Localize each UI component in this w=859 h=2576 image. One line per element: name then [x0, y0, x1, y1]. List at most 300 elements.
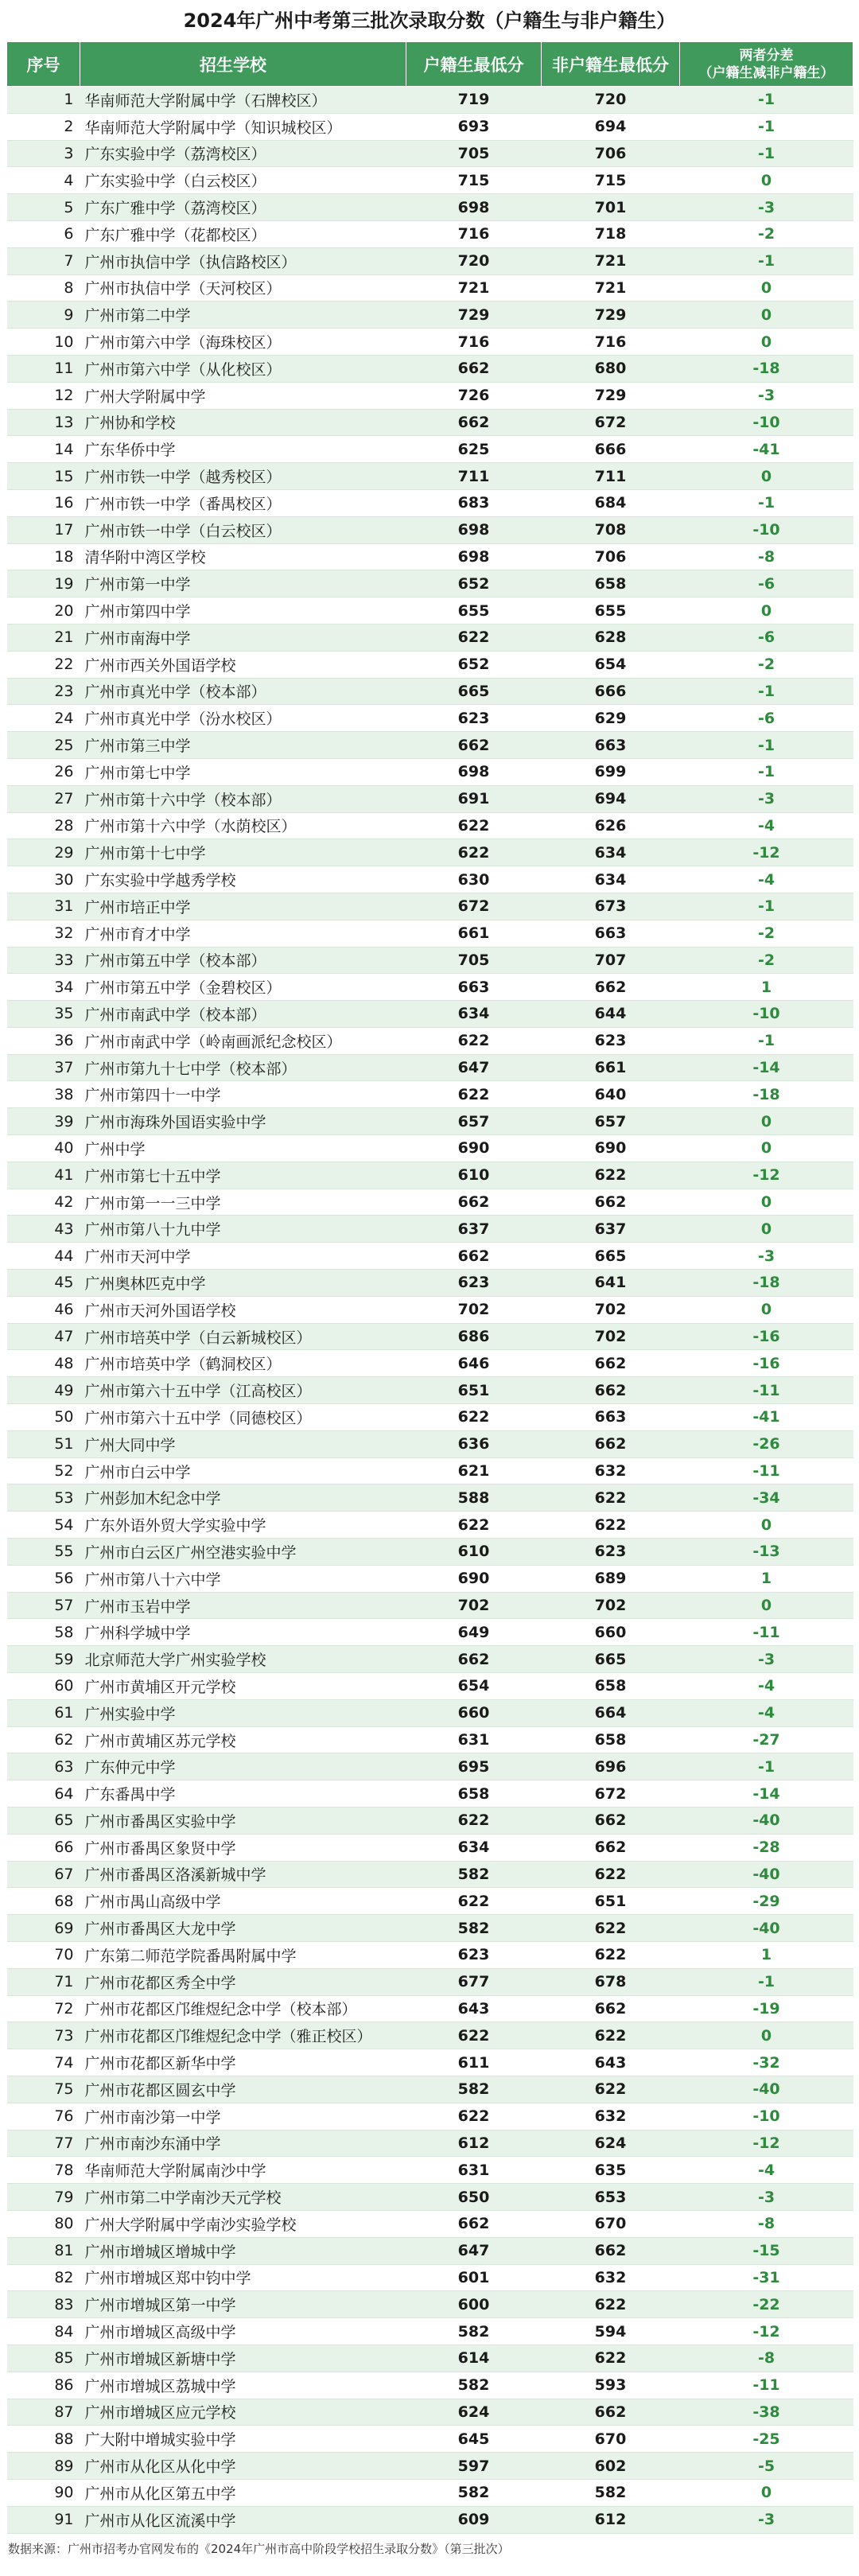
score-table [6, 41, 853, 2534]
table-row [7, 2344, 853, 2372]
row-school-name: 广州市培英中学（鹤洞校区） [80, 1350, 406, 1377]
row-school-name: 广州市南沙东涌中学 [80, 2130, 406, 2157]
row-school-name: 广州市番禺区实验中学 [80, 1807, 406, 1835]
row-nonlocal-min: 637 [542, 1216, 680, 1243]
row-score-diff: -11 [680, 1619, 853, 1646]
row-nonlocal-min: 729 [542, 382, 680, 409]
row-school-name: 广州奥林匹克中学 [80, 1270, 406, 1297]
row-local-min: 698 [406, 543, 542, 570]
row-score-diff: -1 [680, 1027, 853, 1054]
table-row [7, 1699, 853, 1726]
row-nonlocal-min: 632 [542, 2103, 680, 2130]
row-score-diff: -25 [680, 2426, 853, 2453]
row-index: 51 [7, 1430, 80, 1457]
row-index: 11 [7, 355, 80, 382]
row-local-min: 601 [406, 2264, 542, 2291]
row-school-name: 广州市第四中学 [80, 597, 406, 625]
row-nonlocal-min: 622 [542, 2291, 680, 2318]
row-local-min: 625 [406, 436, 542, 463]
row-score-diff: -5 [680, 2453, 853, 2480]
row-local-min: 631 [406, 2157, 542, 2184]
row-school-name: 广州市花都区新华中学 [80, 2049, 406, 2076]
row-score-diff: -1 [680, 732, 853, 759]
row-score-diff: -1 [680, 247, 853, 274]
row-nonlocal-min: 622 [542, 1512, 680, 1539]
table-row [7, 1565, 853, 1592]
table-row [7, 2184, 853, 2211]
row-score-diff: 0 [680, 302, 853, 329]
row-local-min: 622 [406, 1027, 542, 1054]
table-row [7, 382, 853, 409]
row-school-name: 广州市南武中学（岭南画派纪念校区） [80, 1027, 406, 1054]
row-score-diff: -40 [680, 2076, 853, 2103]
row-nonlocal-min: 658 [542, 570, 680, 597]
table-row [7, 1108, 853, 1135]
table-row [7, 2237, 853, 2264]
row-nonlocal-min: 662 [542, 1377, 680, 1404]
table-row [7, 140, 853, 167]
row-local-min: 582 [406, 1915, 542, 1942]
row-school-name: 广州市真光中学（汾水校区） [80, 705, 406, 732]
table-row [7, 2264, 853, 2291]
row-local-min: 623 [406, 705, 542, 732]
table-row [7, 570, 853, 597]
row-score-diff: -6 [680, 705, 853, 732]
row-index: 20 [7, 597, 80, 625]
table-row [7, 1377, 853, 1404]
table-row [7, 1457, 853, 1485]
table-row [7, 812, 853, 839]
row-local-min: 716 [406, 329, 542, 356]
row-index: 74 [7, 2049, 80, 2076]
row-score-diff: -10 [680, 409, 853, 436]
row-local-min: 622 [406, 1512, 542, 1539]
row-score-diff: -1 [680, 678, 853, 705]
row-nonlocal-min: 623 [542, 1539, 680, 1566]
row-nonlocal-min: 729 [542, 302, 680, 329]
row-local-min: 597 [406, 2453, 542, 2480]
row-nonlocal-min: 622 [542, 2022, 680, 2049]
table-row [7, 1834, 853, 1861]
row-nonlocal-min: 702 [542, 1296, 680, 1323]
row-local-min: 720 [406, 247, 542, 274]
row-nonlocal-min: 622 [542, 1162, 680, 1189]
row-local-min: 693 [406, 113, 542, 140]
table-row [7, 866, 853, 893]
table-row [7, 1054, 853, 1081]
row-index: 38 [7, 1081, 80, 1108]
row-local-min: 660 [406, 1699, 542, 1726]
row-index: 5 [7, 194, 80, 221]
table-row [7, 1323, 853, 1350]
row-score-diff: -22 [680, 2291, 853, 2318]
row-local-min: 661 [406, 920, 542, 947]
row-nonlocal-min: 623 [542, 1027, 680, 1054]
row-school-name: 广州市黄埔区苏元学校 [80, 1726, 406, 1753]
row-school-name: 广州实验中学 [80, 1699, 406, 1726]
row-index: 80 [7, 2210, 80, 2237]
row-score-diff: -28 [680, 1834, 853, 1861]
row-index: 83 [7, 2291, 80, 2318]
row-local-min: 610 [406, 1539, 542, 1566]
row-nonlocal-min: 662 [542, 1430, 680, 1457]
row-score-diff: -6 [680, 624, 853, 651]
row-local-min: 698 [406, 194, 542, 221]
row-score-diff: -8 [680, 543, 853, 570]
row-score-diff: -8 [680, 2210, 853, 2237]
table-row [7, 1350, 853, 1377]
row-nonlocal-min: 622 [542, 1485, 680, 1512]
table-row [7, 2399, 853, 2426]
row-nonlocal-min: 612 [542, 2506, 680, 2533]
table-row [7, 2479, 853, 2506]
table-row [7, 1404, 853, 1431]
row-score-diff: -2 [680, 920, 853, 947]
header-school: 招生学校 [80, 42, 406, 87]
row-index: 71 [7, 1968, 80, 1995]
row-school-name: 广州市第七十五中学 [80, 1162, 406, 1189]
row-school-name: 广州市花都区秀全中学 [80, 1968, 406, 1995]
row-nonlocal-min: 672 [542, 1780, 680, 1807]
row-nonlocal-min: 622 [542, 1915, 680, 1942]
row-index: 25 [7, 732, 80, 759]
row-school-name: 广州市花都区邝维煜纪念中学（校本部） [80, 1995, 406, 2022]
row-score-diff: 0 [680, 2022, 853, 2049]
table-row [7, 1807, 853, 1835]
row-score-diff: -15 [680, 2237, 853, 2264]
row-nonlocal-min: 641 [542, 1270, 680, 1297]
row-nonlocal-min: 662 [542, 1350, 680, 1377]
row-school-name: 华南师范大学附属中学（石牌校区） [80, 87, 406, 114]
row-local-min: 698 [406, 758, 542, 785]
row-local-min: 691 [406, 785, 542, 812]
row-local-min: 611 [406, 2049, 542, 2076]
row-nonlocal-min: 663 [542, 920, 680, 947]
row-index: 46 [7, 1296, 80, 1323]
table-row [7, 516, 853, 543]
row-index: 7 [7, 247, 80, 274]
table-row [7, 678, 853, 705]
row-nonlocal-min: 708 [542, 516, 680, 543]
row-index: 34 [7, 974, 80, 1001]
row-local-min: 662 [406, 1243, 542, 1270]
row-nonlocal-min: 702 [542, 1323, 680, 1350]
row-nonlocal-min: 707 [542, 947, 680, 974]
row-score-diff: -1 [680, 489, 853, 516]
table-row [7, 839, 853, 866]
row-local-min: 582 [406, 1861, 542, 1888]
table-row [7, 785, 853, 812]
row-school-name: 广州大学附属中学南沙实验学校 [80, 2210, 406, 2237]
row-local-min: 630 [406, 866, 542, 893]
row-index: 36 [7, 1027, 80, 1054]
row-local-min: 622 [406, 624, 542, 651]
row-nonlocal-min: 622 [542, 1941, 680, 1968]
row-index: 62 [7, 1726, 80, 1753]
row-school-name: 清华附中湾区学校 [80, 543, 406, 570]
row-nonlocal-min: 666 [542, 678, 680, 705]
row-school-name: 广州市南沙第一中学 [80, 2103, 406, 2130]
table-row [7, 302, 853, 329]
row-local-min: 686 [406, 1323, 542, 1350]
row-index: 42 [7, 1189, 80, 1216]
row-index: 49 [7, 1377, 80, 1404]
row-index: 4 [7, 167, 80, 194]
row-nonlocal-min: 628 [542, 624, 680, 651]
header-diff-line2: （户籍生减非户籍生） [698, 64, 834, 81]
row-local-min: 636 [406, 1430, 542, 1457]
row-index: 52 [7, 1457, 80, 1485]
row-nonlocal-min: 718 [542, 220, 680, 247]
row-school-name: 广州市增城区郑中钧中学 [80, 2264, 406, 2291]
table-row [7, 247, 853, 274]
row-school-name: 广东实验中学（白云校区） [80, 167, 406, 194]
row-score-diff: -1 [680, 113, 853, 140]
table-row [7, 113, 853, 140]
row-nonlocal-min: 694 [542, 113, 680, 140]
row-school-name: 广州市第四十一中学 [80, 1081, 406, 1108]
row-school-name: 广东广雅中学（荔湾校区） [80, 194, 406, 221]
row-index: 29 [7, 839, 80, 866]
row-school-name: 广州市第六十五中学（同德校区） [80, 1404, 406, 1431]
row-index: 26 [7, 758, 80, 785]
row-index: 48 [7, 1350, 80, 1377]
row-school-name: 广大附中增城实验中学 [80, 2426, 406, 2453]
table-row [7, 732, 853, 759]
row-nonlocal-min: 658 [542, 1673, 680, 1700]
row-index: 66 [7, 1834, 80, 1861]
row-nonlocal-min: 640 [542, 1081, 680, 1108]
row-index: 32 [7, 920, 80, 947]
row-nonlocal-min: 662 [542, 1834, 680, 1861]
row-local-min: 702 [406, 1296, 542, 1323]
row-index: 58 [7, 1619, 80, 1646]
row-index: 77 [7, 2130, 80, 2157]
row-nonlocal-min: 670 [542, 2426, 680, 2453]
row-local-min: 609 [406, 2506, 542, 2533]
row-school-name: 广州市第三中学 [80, 732, 406, 759]
table-row [7, 1162, 853, 1189]
row-nonlocal-min: 634 [542, 866, 680, 893]
row-local-min: 582 [406, 2318, 542, 2345]
row-index: 86 [7, 2372, 80, 2399]
row-score-diff: -4 [680, 812, 853, 839]
table-row [7, 489, 853, 516]
row-local-min: 623 [406, 1270, 542, 1297]
row-index: 88 [7, 2426, 80, 2453]
row-index: 41 [7, 1162, 80, 1189]
row-school-name: 广州市执信中学（执信路校区） [80, 247, 406, 274]
table-row [7, 329, 853, 356]
row-school-name: 广州科学城中学 [80, 1619, 406, 1646]
row-score-diff: 0 [680, 1189, 853, 1216]
header-diff-line1: 两者分差 [739, 47, 794, 64]
row-score-diff: -14 [680, 1054, 853, 1081]
row-nonlocal-min: 622 [542, 2076, 680, 2103]
row-school-name: 广东实验中学越秀学校 [80, 866, 406, 893]
row-score-diff: 0 [680, 1512, 853, 1539]
row-school-name: 广东仲元中学 [80, 1753, 406, 1780]
row-score-diff: -41 [680, 1404, 853, 1431]
header-local-min: 户籍生最低分 [406, 42, 542, 87]
row-nonlocal-min: 622 [542, 1861, 680, 1888]
row-school-name: 广州市天河外国语学校 [80, 1296, 406, 1323]
row-score-diff: 0 [680, 1135, 853, 1162]
row-school-name: 广州市第一一三中学 [80, 1189, 406, 1216]
row-nonlocal-min: 721 [542, 274, 680, 302]
row-index: 10 [7, 329, 80, 356]
row-nonlocal-min: 673 [542, 893, 680, 920]
table-row [7, 409, 853, 436]
row-index: 33 [7, 947, 80, 974]
row-local-min: 665 [406, 678, 542, 705]
table-row [7, 1619, 853, 1646]
row-local-min: 726 [406, 382, 542, 409]
row-index: 69 [7, 1915, 80, 1942]
row-index: 70 [7, 1941, 80, 1968]
table-row [7, 2426, 853, 2453]
row-score-diff: -40 [680, 1807, 853, 1835]
row-index: 50 [7, 1404, 80, 1431]
row-nonlocal-min: 594 [542, 2318, 680, 2345]
row-nonlocal-min: 662 [542, 1995, 680, 2022]
row-score-diff: -11 [680, 2372, 853, 2399]
row-nonlocal-min: 660 [542, 1619, 680, 1646]
row-index: 56 [7, 1565, 80, 1592]
row-local-min: 582 [406, 2479, 542, 2506]
row-local-min: 662 [406, 1646, 542, 1673]
row-score-diff: -16 [680, 1350, 853, 1377]
row-local-min: 711 [406, 463, 542, 490]
header-diff [680, 42, 853, 87]
row-school-name: 华南师范大学附属南沙中学 [80, 2157, 406, 2184]
row-index: 91 [7, 2506, 80, 2533]
row-index: 72 [7, 1995, 80, 2022]
row-nonlocal-min: 593 [542, 2372, 680, 2399]
row-index: 30 [7, 866, 80, 893]
row-nonlocal-min: 672 [542, 409, 680, 436]
row-score-diff: -12 [680, 2130, 853, 2157]
row-school-name: 广州市增城区高级中学 [80, 2318, 406, 2345]
row-score-diff: -18 [680, 355, 853, 382]
row-school-name: 广州市天河中学 [80, 1243, 406, 1270]
table-row [7, 1753, 853, 1780]
row-score-diff: -32 [680, 2049, 853, 2076]
row-index: 82 [7, 2264, 80, 2291]
row-local-min: 672 [406, 893, 542, 920]
row-local-min: 634 [406, 1834, 542, 1861]
row-school-name: 广州市增城区荔城中学 [80, 2372, 406, 2399]
row-school-name: 广东外语外贸大学实验中学 [80, 1512, 406, 1539]
table-row [7, 1135, 853, 1162]
row-score-diff: -26 [680, 1430, 853, 1457]
table-row [7, 355, 853, 382]
row-school-name: 北京师范大学广州实验学校 [80, 1646, 406, 1673]
row-index: 76 [7, 2103, 80, 2130]
table-row [7, 758, 853, 785]
row-score-diff: -27 [680, 1726, 853, 1753]
row-local-min: 634 [406, 1001, 542, 1028]
row-nonlocal-min: 629 [542, 705, 680, 732]
row-local-min: 631 [406, 1726, 542, 1753]
table-row [7, 1646, 853, 1673]
row-nonlocal-min: 678 [542, 1968, 680, 1995]
row-local-min: 662 [406, 409, 542, 436]
header-index: 序号 [7, 42, 80, 87]
row-school-name: 广州市铁一中学（番禺校区） [80, 489, 406, 516]
row-school-name: 广州市第一中学 [80, 570, 406, 597]
row-score-diff: -1 [680, 893, 853, 920]
table-row [7, 2291, 853, 2318]
table-row [7, 1592, 853, 1619]
row-local-min: 651 [406, 1377, 542, 1404]
table-row [7, 624, 853, 651]
row-index: 15 [7, 463, 80, 490]
page-title: 2024年广州中考第三批次录取分数（户籍生与非户籍生） [183, 10, 676, 32]
table-row [7, 2372, 853, 2399]
row-local-min: 662 [406, 732, 542, 759]
row-nonlocal-min: 690 [542, 1135, 680, 1162]
row-score-diff: -4 [680, 1699, 853, 1726]
row-local-min: 645 [406, 2426, 542, 2453]
row-school-name: 广州市第九十七中学（校本部） [80, 1054, 406, 1081]
row-score-diff: 0 [680, 1296, 853, 1323]
row-school-name: 广东广雅中学（花都校区） [80, 220, 406, 247]
row-score-diff: 0 [680, 329, 853, 356]
row-nonlocal-min: 654 [542, 651, 680, 678]
row-index: 61 [7, 1699, 80, 1726]
row-score-diff: -3 [680, 1243, 853, 1270]
row-score-diff: 0 [680, 1108, 853, 1135]
row-score-diff: 0 [680, 463, 853, 490]
row-local-min: 690 [406, 1135, 542, 1162]
row-local-min: 647 [406, 1054, 542, 1081]
row-local-min: 729 [406, 302, 542, 329]
row-index: 39 [7, 1108, 80, 1135]
table-row [7, 220, 853, 247]
table-row [7, 1296, 853, 1323]
row-nonlocal-min: 582 [542, 2479, 680, 2506]
row-score-diff: -34 [680, 1485, 853, 1512]
row-nonlocal-min: 701 [542, 194, 680, 221]
table-row [7, 1001, 853, 1028]
table-row [7, 1673, 853, 1700]
row-local-min: 695 [406, 1753, 542, 1780]
table-row [7, 2210, 853, 2237]
row-index: 78 [7, 2157, 80, 2184]
row-score-diff: -2 [680, 651, 853, 678]
row-nonlocal-min: 706 [542, 140, 680, 167]
row-index: 27 [7, 785, 80, 812]
table-row [7, 1726, 853, 1753]
row-score-diff: -2 [680, 220, 853, 247]
row-school-name: 广州市第二中学 [80, 302, 406, 329]
row-score-diff: -12 [680, 1162, 853, 1189]
row-school-name: 广州市执信中学（天河校区） [80, 274, 406, 302]
row-nonlocal-min: 664 [542, 1699, 680, 1726]
table-row [7, 1968, 853, 1995]
row-local-min: 582 [406, 2076, 542, 2103]
row-school-name: 广东番禺中学 [80, 1780, 406, 1807]
row-school-name: 广州市从化区流溪中学 [80, 2506, 406, 2533]
row-score-diff: -12 [680, 2318, 853, 2345]
row-score-diff: -4 [680, 2157, 853, 2184]
row-score-diff: -1 [680, 140, 853, 167]
row-local-min: 612 [406, 2130, 542, 2157]
row-nonlocal-min: 720 [542, 87, 680, 114]
row-nonlocal-min: 689 [542, 1565, 680, 1592]
row-local-min: 702 [406, 1592, 542, 1619]
